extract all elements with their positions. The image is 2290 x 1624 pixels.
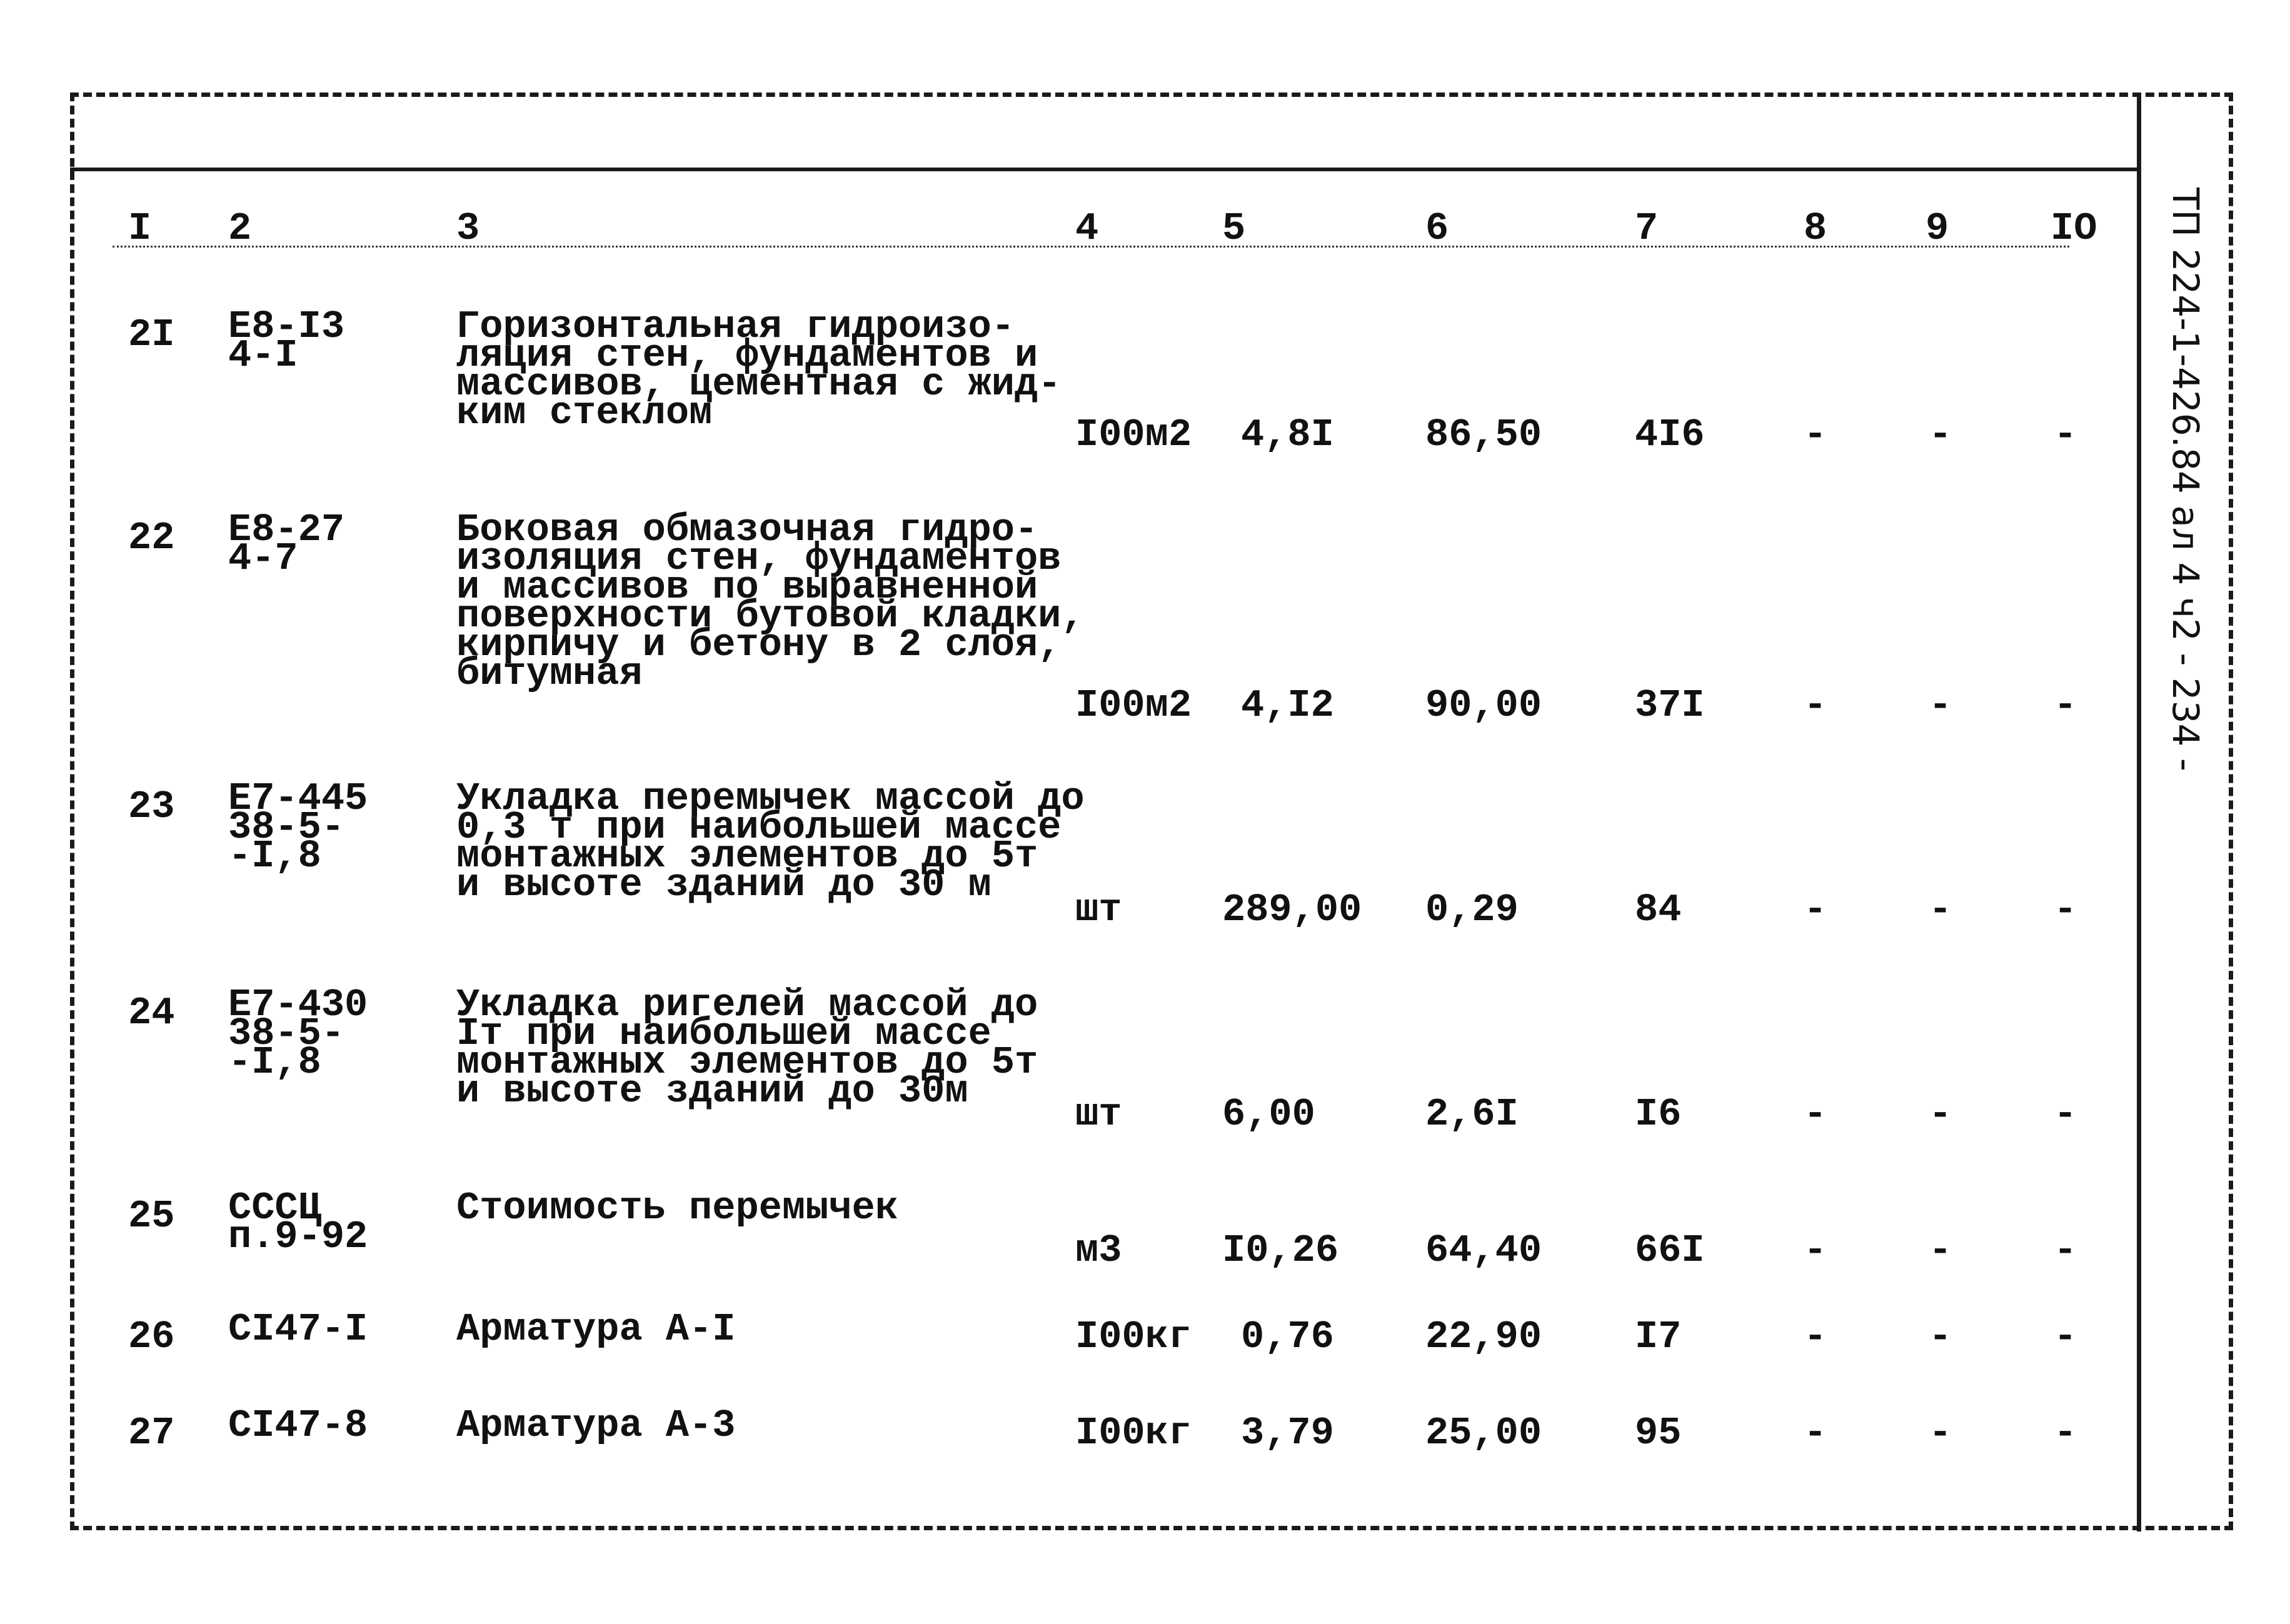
row-24-desc: Укладка ригелей массой до Iт при наибольшей массе монтажных элементов до 5т и высоте зданий до 30м [456,983,1038,1113]
side-stamp: ТП 224-1-426.84 ал 4 ч2 - 234 - [2164,188,2207,771]
row-26-num: 26 [128,1315,175,1359]
row-27-qty: 3,79 [1241,1411,1334,1455]
row-22-num: 22 [128,516,175,560]
row-24-total: I6 [1635,1092,1682,1136]
row-25-unit: м3 [1075,1228,1122,1273]
row-22-desc: Боковая обмазочная гидро- изоляция стен, фундаментов и массивов по выравненной поверхности бутовой кладки, кирпичу и бетону в 2 слоя, битумная [456,508,1085,696]
row-22-col10: - [2054,683,2077,728]
row-24-code: Е7-430 38-5- -I,8 [228,983,368,1085]
row-23-num: 23 [128,784,175,829]
row-21-desc: Горизонтальная гидроизо- ляция стен, фундаментов и массивов, цементная с жид- ким стеклом [456,304,1062,435]
col-header-5: 5 [1222,206,1246,251]
row-22-price: 90,00 [1425,683,1542,728]
row-23-unit: шт [1075,888,1122,932]
row-22-total: 37I [1635,683,1705,728]
row-21-num: 2I [128,313,175,357]
row-25-col10: - [2054,1228,2077,1273]
row-26-qty: 0,76 [1241,1315,1334,1359]
col-header-7: 7 [1635,206,1659,251]
row-21-code: Е8-I3 4-I [228,304,345,378]
row-27-price: 25,00 [1425,1411,1542,1455]
row-22-col9: - [1929,683,1952,728]
row-21-col9: - [1929,413,1952,457]
row-26-price: 22,90 [1425,1315,1542,1359]
row-26-col9: - [1929,1315,1952,1359]
header-rule [70,168,2139,171]
row-26-col10: - [2054,1315,2077,1359]
row-23-col8: - [1804,888,1827,932]
row-24-col8: - [1804,1092,1827,1136]
row-21-col10: - [2054,413,2077,457]
col-header-4: 4 [1075,206,1099,251]
row-23-desc: Укладка перемычек массой до 0,3 т при наибольшей массе монтажных элементов до 5т и высоте зданий до 30 м [456,776,1085,907]
row-22-unit: I00м2 [1075,683,1192,728]
row-26-total: I7 [1635,1315,1682,1359]
row-24-unit: шт [1075,1092,1122,1136]
row-26-code: СI47-I [228,1307,368,1351]
row-27-col9: - [1929,1411,1952,1455]
row-25-num: 25 [128,1194,175,1238]
row-24-col10: - [2054,1092,2077,1136]
row-24-num: 24 [128,991,175,1035]
row-23-total: 84 [1635,888,1682,932]
row-26-col8: - [1804,1315,1827,1359]
row-27-col8: - [1804,1411,1827,1455]
col-header-1: I [128,206,152,251]
col-header-10: IO [2051,206,2097,251]
row-25-total: 66I [1635,1228,1705,1273]
row-25-code: СССЦ п.9-92 [228,1186,368,1259]
row-25-col8: - [1804,1228,1827,1273]
row-21-col8: - [1804,413,1827,457]
row-25-desc: Стоимость перемычек [456,1186,898,1230]
row-27-unit: I00кг [1075,1411,1192,1455]
col-header-9: 9 [1926,206,1949,251]
row-27-desc: Арматура А-3 [456,1403,736,1448]
row-27-num: 27 [128,1411,175,1455]
row-23-code: Е7-445 38-5- -I,8 [228,776,368,878]
row-25-col9: - [1929,1228,1952,1273]
row-24-price: 2,6I [1425,1092,1519,1136]
row-23-col9: - [1929,888,1952,932]
row-22-code: Е8-27 4-7 [228,508,345,581]
row-26-unit: I00кг [1075,1315,1192,1359]
row-25-price: 64,40 [1425,1228,1542,1273]
col-header-2: 2 [228,206,252,251]
row-21-price: 86,50 [1425,413,1542,457]
row-24-col9: - [1929,1092,1952,1136]
side-rule [2137,94,2141,1531]
col-header-3: 3 [456,206,480,251]
row-26-desc: Арматура А-I [456,1307,736,1351]
row-23-price: 0,29 [1425,888,1519,932]
row-27-code: СI47-8 [228,1403,368,1448]
row-22-col8: - [1804,683,1827,728]
row-21-unit: I00м2 [1075,413,1192,457]
col-header-8: 8 [1804,206,1827,251]
row-25-qty: I0,26 [1222,1228,1339,1273]
row-27-total: 95 [1635,1411,1682,1455]
row-23-col10: - [2054,888,2077,932]
row-22-qty: 4,I2 [1241,683,1334,728]
col-header-6: 6 [1425,206,1449,251]
row-21-qty: 4,8I [1241,413,1334,457]
row-27-col10: - [2054,1411,2077,1455]
row-24-qty: 6,00 [1222,1092,1315,1136]
row-21-total: 4I6 [1635,413,1705,457]
row-23-qty: 289,00 [1222,888,1362,932]
